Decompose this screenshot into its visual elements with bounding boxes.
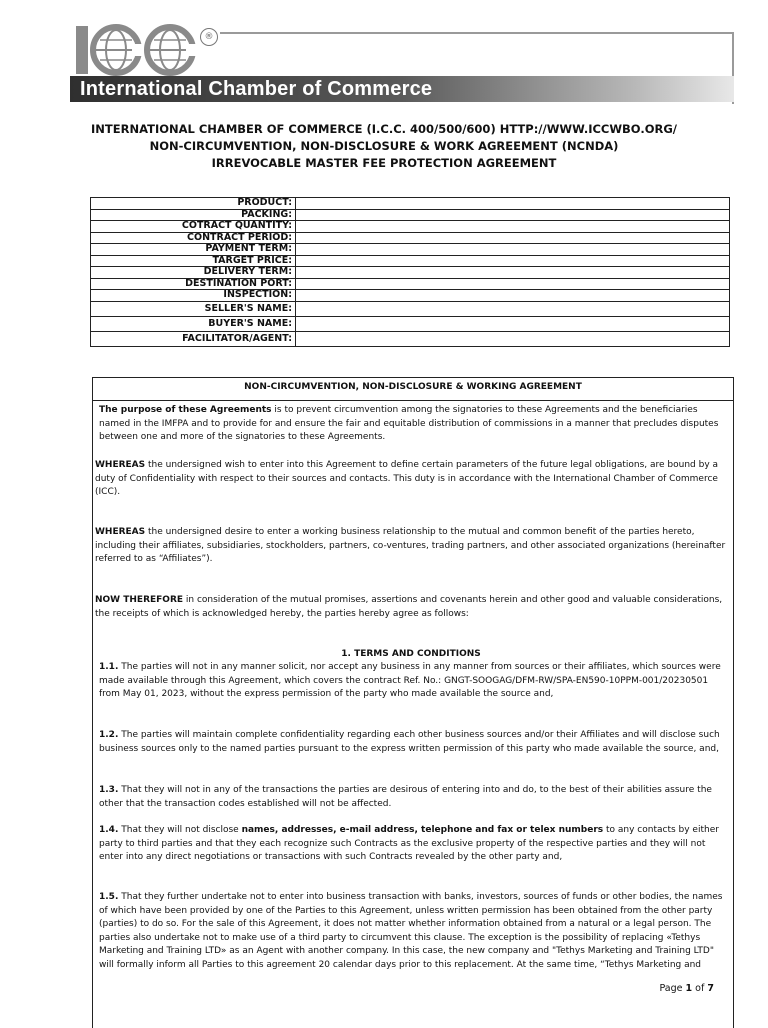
page-footer [659, 983, 714, 994]
document-title-line-3: IRREVOCABLE MASTER FEE PROTECTION AGREEMENT [211, 156, 557, 170]
row-value[interactable] [296, 331, 730, 346]
clause-number: 1.3. [99, 785, 119, 795]
row-label: DESTINATION PORT: [91, 278, 296, 290]
table-row [91, 232, 730, 244]
row-label: FACILITATOR/AGENT: [91, 331, 296, 346]
table-row [91, 267, 730, 279]
table-row [91, 221, 730, 233]
now-therefore-text: in consideration of the mutual promises, assertions and covenants herein and other good and valuable considerations, the receipts of which is acknowledged hereby, the parties hereby agree as follows: [95, 595, 723, 619]
clause-1-5 [99, 891, 725, 972]
top-rule [220, 32, 734, 34]
clause-text: That they will not in any of the transactions the parties are desirous of entering into and do, to the best of their abilities assure the other that the transaction codes established will not be affected. [99, 785, 712, 809]
table-row [91, 331, 730, 346]
clause-number: 1.4. [99, 825, 119, 835]
now-therefore-bold: NOW THEREFORE [95, 595, 184, 605]
row-label: TARGET PRICE: [91, 255, 296, 267]
table-row [91, 278, 730, 290]
row-label: CONTRACT PERIOD: [91, 232, 296, 244]
clause-1-3 [99, 784, 725, 811]
row-value[interactable] [296, 290, 730, 302]
clause-text: The parties will not in any manner solicit, nor accept any business in any manner from sources or their affiliates, which sources were made available through this Agreement, which covers the contract Ref. No.: GNGT-SOOGAG/DFM-RW/SPA-EN590-10PPM-001/20230501 from May 01, 2023, without the express permission of the party who made available the source and, [99, 662, 721, 699]
page-word: Page [659, 983, 683, 994]
registered-mark: ® [200, 28, 218, 46]
purpose-text: is to prevent circumvention among the signatories to these Agreements and the beneficiaries named in the IMFPA and to provide for and ensure the fair and equitable distribution of commissions in a manner that precludes disputes between one and more of the signatories to these Agreements. [99, 405, 719, 442]
row-value[interactable] [296, 316, 730, 331]
clause-number: 1.5. [99, 892, 119, 902]
icc-logo [74, 24, 204, 76]
clause-1-4 [99, 824, 725, 865]
table-row [91, 255, 730, 267]
purpose-bold: The purpose of these Agreements [99, 405, 272, 415]
header-banner [70, 76, 734, 102]
clause-text-post: to any contacts by either party to third parties and that they each recognize such Contracts as the exclusive property of the respective parties and they will not enter into any direct negotiations or transactions with such Contracts revealed by the other party and, [99, 825, 719, 862]
banner-text: International Chamber of Commerce [80, 78, 433, 100]
table-row [91, 290, 730, 302]
clause-number: 1.1. [99, 662, 119, 672]
row-label: BUYER'S NAME: [91, 316, 296, 331]
purpose-paragraph [99, 404, 721, 445]
row-label: COTRACT QUANTITY: [91, 221, 296, 233]
page-total: 7 [707, 983, 714, 994]
letterhead [70, 20, 734, 106]
now-therefore-paragraph [95, 594, 727, 621]
of-word: of [695, 983, 705, 994]
document-title-line-2: NON-CIRCUMVENTION, NON-DISCLOSURE & WORK AGREEMENT (NCNDA) [149, 139, 619, 153]
whereas-2-bold: WHEREAS [95, 527, 146, 537]
row-value[interactable] [296, 221, 730, 233]
row-value[interactable] [296, 244, 730, 256]
agreement-box [92, 377, 734, 1028]
whereas-paragraph-1 [95, 459, 727, 500]
row-value[interactable] [296, 198, 730, 210]
row-value[interactable] [296, 255, 730, 267]
row-label: DELIVERY TERM: [91, 267, 296, 279]
contract-info-table [90, 197, 730, 347]
document-title-line-1: INTERNATIONAL CHAMBER OF COMMERCE (I.C.C. 400/500/600) HTTP://WWW.ICCWBO.ORG/ [91, 122, 677, 136]
clause-text: The parties will maintain complete confidentiality regarding each other business sources and/or their Affiliates and will disclose such business sources only to the named parties pursuant to the express written permission of this party who made available the source, and, [99, 730, 720, 754]
whereas-1-text: the undersigned wish to enter into this Agreement to define certain parameters of the future legal obligations, are bound by a duty of Confidentiality with respect to their sources and contacts. This duty is in accordance with the International Chamber of Commerce (ICC). [95, 460, 719, 497]
clause-1-1 [99, 661, 725, 702]
row-label: PRODUCT: [91, 198, 296, 210]
table-row [91, 209, 730, 221]
clause-text: That they further undertake not to enter into business transaction with banks, investors, sources of funds or other bodies, the names of which have been provided by one of the Parties to this Agreement, unless written permission has been obtained from the other party (parties) to do so. For the sale of this Agreement, it does not matter whether information obtained from a natural or a legal person. The parties also undertake not to make use of a third party to circumvent this clause. The exception is the possibility of replacing «Tethys Marketing and Training LTD» as an Agent with another company. In this case, the new company and "Tethys Marketing and Training LTD" will formally inform all Parties to this agreement 20 calendar days prior to this replacement. At the same time, “Tethys Marketing and [99, 892, 723, 970]
row-value[interactable] [296, 232, 730, 244]
clause-text-bold: names, addresses, e-mail address, telephone and fax or telex numbers [241, 825, 604, 835]
clause-text-pre: That they will not disclose [118, 825, 242, 835]
row-value[interactable] [296, 209, 730, 221]
table-row [91, 244, 730, 256]
whereas-1-bold: WHEREAS [95, 460, 146, 470]
row-label: SELLER'S NAME: [91, 301, 296, 316]
row-value[interactable] [296, 267, 730, 279]
table-row [91, 198, 730, 210]
row-value[interactable] [296, 278, 730, 290]
section-title: 1. TERMS AND CONDITIONS [341, 649, 481, 659]
agreement-heading: NON-CIRCUMVENTION, NON-DISCLOSURE & WORKING AGREEMENT [93, 378, 733, 401]
row-label: INSPECTION: [91, 290, 296, 302]
row-label: PACKING: [91, 209, 296, 221]
table-row [91, 301, 730, 316]
row-label: PAYMENT TERM: [91, 244, 296, 256]
clause-number: 1.2. [99, 730, 119, 740]
whereas-paragraph-2 [95, 526, 727, 567]
table-row [91, 316, 730, 331]
row-value[interactable] [296, 301, 730, 316]
page-number: 1 [685, 983, 693, 994]
whereas-2-text: the undersigned desire to enter a working business relationship to the mutual and common benefit of the parties hereto, including their affiliates, subsidiaries, stockholders, partners, co-ventures, trading partners, and other associated organizations (hereinafter referred to as “Affiliates”). [95, 527, 726, 564]
clause-1-2 [99, 729, 725, 756]
